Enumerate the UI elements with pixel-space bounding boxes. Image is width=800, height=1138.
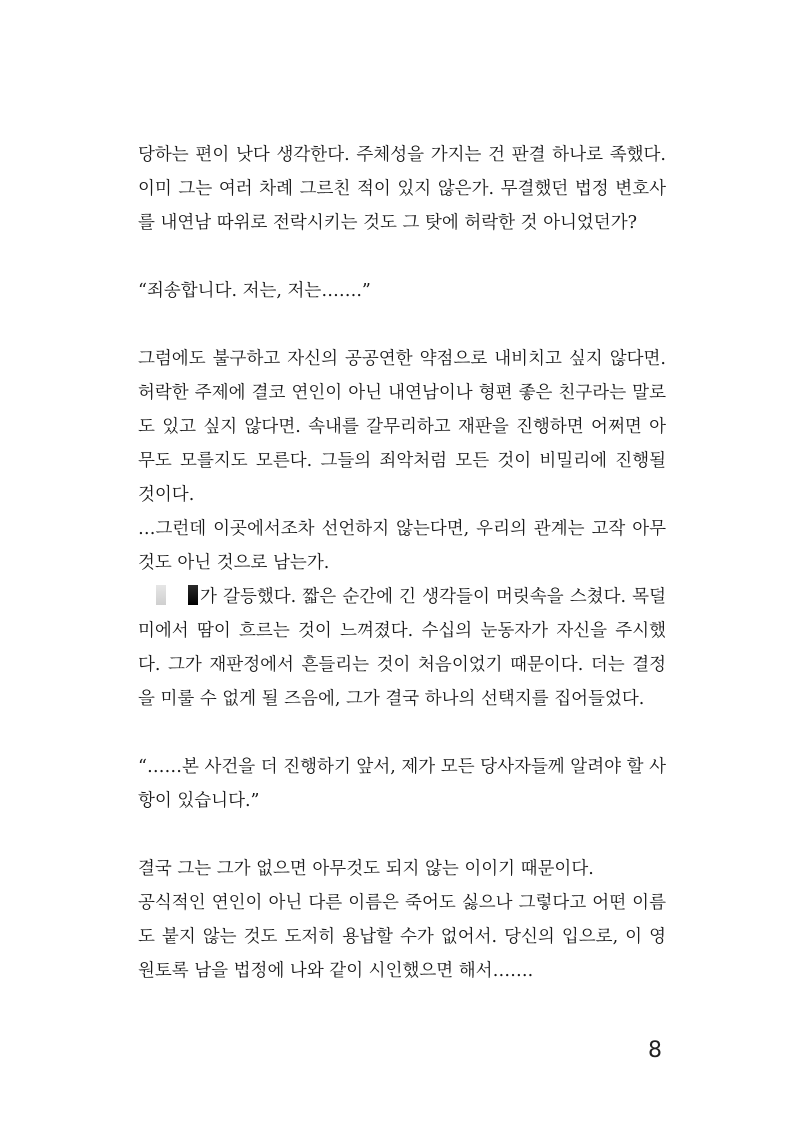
paragraph-5-text: 가 갈등했다. 짧은 순간에 긴 생각들이 머릿속을 스쳤다. 목덜미에서 땀이 흐르는 것이 느껴졌다. 수십의 눈동자가 자신을 주시했다. 그가 재판정에서 흔들리는 것이 처음이었기 때문이다. 더는 결정을 미룰 수 없게 될 즈음에, 그가 결국 하나의 선택지를 집어들었다. [138,587,666,709]
dialogue-apology: “죄송합니다. 저는, 저는…….” [138,281,371,301]
page-body-text [138,138,666,988]
paragraph-1: 당하는 편이 낫다 생각한다. 주체성을 가지는 건 판결 하나로 족했다. 이미 그는 여러 차례 그르친 적이 있지 않은가. 무결했던 법정 변호사를 내연남 따위로 전락시키는 것도 그 탓에 허락한 것 아니었던가? [138,145,666,233]
paragraph-spacer [138,240,666,274]
redacted-name-mark [156,585,166,605]
paragraph-spacer [138,308,666,342]
paragraph-8: 공식적인 연인이 아닌 다른 이름은 죽어도 싫으나 그렇다고 어떤 이름도 붙지 않는 것도 도저히 용납할 수가 없어서. 당신의 입으로, 이 영원토록 남을 법정에 나와 같이 시인했으면 해서……. [138,893,666,981]
paragraph-5 [138,580,666,716]
paragraph-3: 그럼에도 불구하고 자신의 공공연한 약점으로 내비치고 싶지 않다면. 허락한 주제에 결코 연인이 아닌 내연남이나 형편 좋은 친구라는 말로도 있고 싶지 않다면. 속내를 갈무리하고 재판을 진행하면 어쩌면 아무도 모를지도 모른다. 그들의 죄악처럼 모든 것이 비밀리에 진행될 것이다. [138,349,666,505]
page-number: 8 [648,1038,662,1063]
paragraph-spacer [138,818,666,852]
dialogue-announcement: “……본 사건을 더 진행하기 앞서, 제가 모든 당사자들께 알려야 할 사항이 있습니다.” [138,757,666,811]
paragraph-7: 결국 그는 그가 없으면 아무것도 되지 않는 이이기 때문이다. [138,859,594,879]
redacted-name-mark [188,585,198,605]
paragraph-spacer [138,716,666,750]
paragraph-4: …그런데 이곳에서조차 선언하지 않는다면, 우리의 관계는 고작 아무것도 아닌 것으로 남는가. [138,519,666,573]
